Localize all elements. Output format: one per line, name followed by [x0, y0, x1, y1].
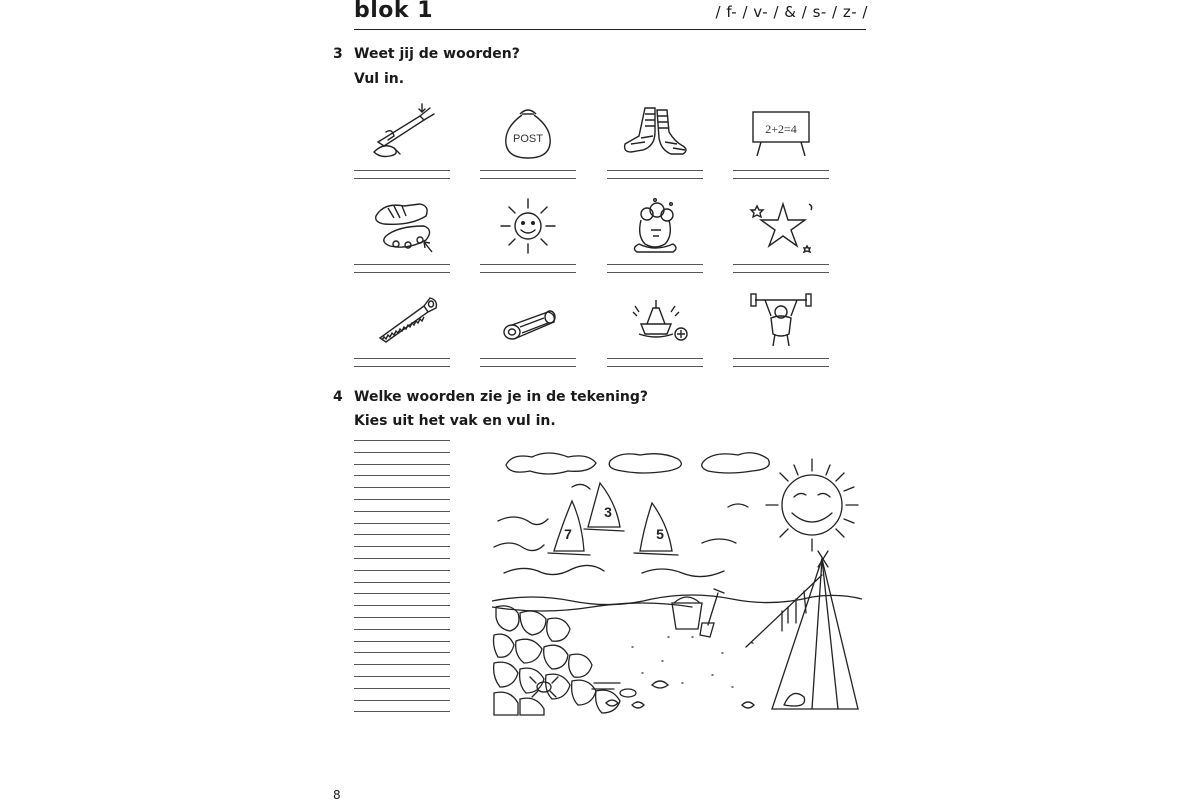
signboard-icon [743, 102, 819, 162]
answer-line[interactable] [607, 358, 703, 359]
answer-line[interactable] [354, 676, 450, 677]
picture-cell [733, 102, 829, 182]
answer-line[interactable] [480, 366, 576, 367]
answer-line[interactable] [354, 700, 450, 701]
tent [746, 551, 858, 709]
sound-list: / f- / v- / & / s- / z- / [715, 3, 868, 21]
picture-cell [480, 196, 576, 276]
juicer-icon [617, 290, 693, 350]
answer-line[interactable] [354, 652, 450, 653]
exercise-3-title: Weet jij de woorden? [354, 46, 520, 62]
header-divider [354, 29, 866, 30]
answer-line[interactable] [354, 487, 450, 488]
beach-scene-illustration [492, 447, 862, 717]
mailbag-label: POST [513, 133, 543, 145]
answer-line[interactable] [354, 546, 450, 547]
answer-line[interactable] [354, 464, 450, 465]
answer-line[interactable] [354, 475, 450, 476]
answer-line[interactable] [354, 178, 450, 179]
answer-line[interactable] [354, 534, 450, 535]
answer-line[interactable] [607, 264, 703, 265]
picture-cell [607, 290, 703, 370]
answer-line[interactable] [480, 358, 576, 359]
picture-cell [607, 196, 703, 276]
answer-line[interactable] [354, 711, 450, 712]
answer-line[interactable] [354, 688, 450, 689]
exercise-4-number: 4 [333, 389, 343, 405]
answer-line[interactable] [480, 178, 576, 179]
svg-text:5: 5 [656, 526, 664, 542]
exercise-4-title: Welke woorden zie je in de tekening? [354, 389, 648, 405]
hand-drill-icon [364, 102, 440, 162]
page-title: blok 1 [354, 0, 434, 23]
answer-line[interactable] [480, 264, 576, 265]
picture-cell [354, 102, 450, 182]
answer-line[interactable] [354, 511, 450, 512]
answer-line[interactable] [733, 178, 829, 179]
answer-line[interactable] [354, 264, 450, 265]
football-boots-icon [364, 196, 440, 256]
foam-washing-icon [617, 196, 693, 256]
weightlifter-icon [743, 290, 819, 350]
answer-line[interactable] [354, 629, 450, 630]
answer-line[interactable] [354, 366, 450, 367]
answer-line[interactable] [354, 272, 450, 273]
svg-text:7: 7 [564, 526, 572, 542]
sign-label: 2+2=4 [765, 122, 797, 136]
picture-cell [733, 290, 829, 370]
answer-line[interactable] [354, 641, 450, 642]
sailboard-5 [634, 503, 678, 555]
answer-line[interactable] [354, 605, 450, 606]
answer-line[interactable] [480, 272, 576, 273]
answer-line[interactable] [607, 178, 703, 179]
picture-cell [607, 102, 703, 182]
answer-line[interactable] [607, 366, 703, 367]
answer-line[interactable] [354, 452, 450, 453]
picture-cell [354, 290, 450, 370]
answer-line[interactable] [354, 617, 450, 618]
answer-line[interactable] [354, 558, 450, 559]
log-icon [490, 290, 566, 350]
scene-sun [766, 459, 858, 551]
sailboard-7 [548, 501, 590, 555]
answer-line[interactable] [354, 570, 450, 571]
answer-line[interactable] [354, 582, 450, 583]
answer-line[interactable] [354, 523, 450, 524]
sailboard-3 [584, 483, 624, 531]
answer-line[interactable] [354, 664, 450, 665]
answer-line[interactable] [480, 170, 576, 171]
exercise-3-instruction: Vul in. [354, 71, 405, 87]
mailbag-icon [490, 102, 566, 162]
picture-cell [354, 196, 450, 276]
answer-line[interactable] [733, 264, 829, 265]
picture-cell [480, 290, 576, 370]
picture-cell [480, 102, 576, 182]
answer-line[interactable] [354, 358, 450, 359]
answer-line[interactable] [607, 272, 703, 273]
answer-line[interactable] [607, 170, 703, 171]
star-icon [743, 196, 819, 256]
answer-line[interactable] [733, 358, 829, 359]
saw-icon [364, 290, 440, 350]
picture-cell [733, 196, 829, 276]
answer-line[interactable] [733, 366, 829, 367]
svg-text:3: 3 [604, 504, 612, 520]
answer-line[interactable] [354, 440, 450, 441]
exercise-4-instruction: Kies uit het vak en vul in. [354, 413, 556, 429]
answer-line[interactable] [354, 499, 450, 500]
stone-wall [494, 606, 621, 715]
answer-line[interactable] [354, 170, 450, 171]
page-number: 8 [333, 788, 341, 802]
answer-line[interactable] [733, 170, 829, 171]
answer-line[interactable] [354, 593, 450, 594]
socks-icon [617, 102, 693, 162]
exercise-3-number: 3 [333, 46, 343, 62]
sun-icon [490, 196, 566, 256]
answer-line[interactable] [733, 272, 829, 273]
